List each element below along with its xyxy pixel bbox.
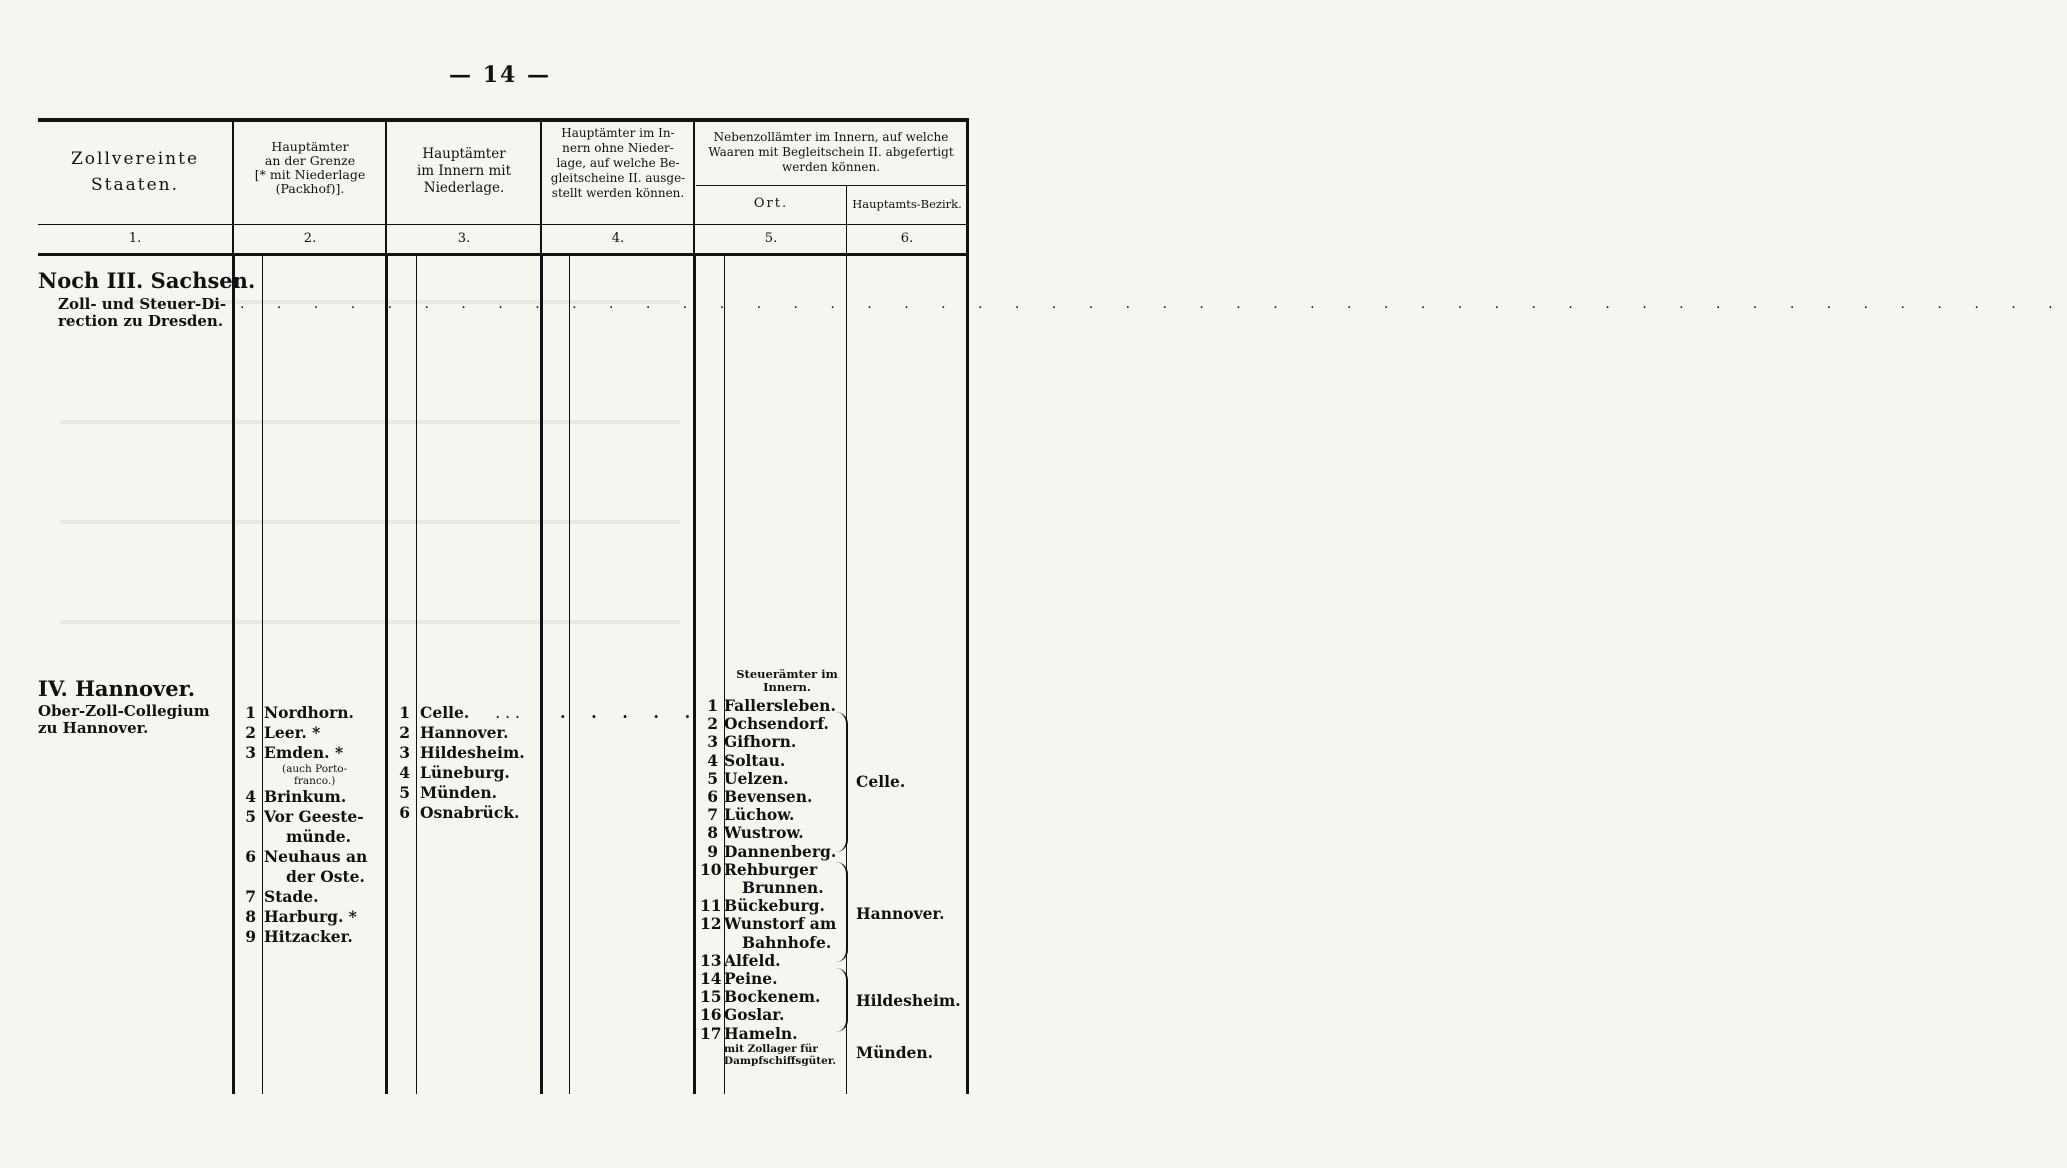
body-divider: [846, 256, 847, 1094]
list-item: [392, 783, 540, 803]
header-col2-line: [* mit Niederlage: [254, 167, 366, 182]
item-text: Vor Geeste-: [264, 807, 364, 826]
header-col4-line: Hauptämter im In-: [561, 126, 675, 140]
list-item-cont: der Oste.: [286, 867, 365, 886]
item-text: Hildesheim.: [420, 743, 525, 762]
header-divider: [846, 186, 847, 256]
item-number: 2: [245, 723, 256, 742]
page-number: — 14 —: [449, 62, 551, 88]
item-text: Lüneburg.: [420, 763, 510, 782]
state-heading-saxony: Noch III. Sachsen.: [38, 268, 256, 293]
bracket-hildesheim: [836, 968, 848, 1032]
item-text: Peine.: [724, 969, 778, 989]
list-item: [700, 1025, 846, 1043]
header-col2: [236, 140, 384, 196]
list-item-cont: münde.: [286, 827, 352, 846]
header-col1-line: Zollvereinte: [70, 149, 200, 169]
item-number: 8: [245, 907, 256, 926]
item-text: Leer. *: [264, 723, 321, 742]
header-col6-sub: Hauptamts-Bezirk.: [852, 197, 962, 211]
item-text: Rehburger: [724, 859, 818, 879]
directorate-dresden: [58, 296, 226, 330]
header-col4-line: nern ohne Nieder-: [562, 141, 674, 155]
item-number: 8: [707, 823, 718, 843]
item-number: 2: [707, 714, 718, 734]
header-col56-line: Nebenzollämter im Innern, auf welche: [713, 130, 949, 144]
district-celle: Celle.: [856, 772, 906, 791]
list-item: [700, 952, 846, 970]
bracket-hannover: [836, 862, 848, 962]
item-number: 16: [700, 1005, 722, 1025]
item-text: Soltau.: [724, 750, 786, 770]
header-col56: [698, 130, 964, 175]
header-col4: [543, 126, 693, 201]
body-divider: [693, 256, 696, 1094]
directorate-line: Zoll- und Steuer-Di-: [58, 295, 227, 313]
header-col3-line: im Innern mit: [416, 163, 512, 179]
column-number: 4.: [611, 231, 625, 246]
list-item: [700, 715, 846, 733]
header-col2-line: an der Grenze: [264, 153, 356, 168]
column-number: 2.: [303, 231, 317, 246]
list-item: [700, 733, 846, 751]
item-text: Bückeburg.: [724, 896, 825, 916]
item-text: Dannenberg.: [724, 841, 837, 861]
header-col4-line: lage, auf welche Be-: [556, 156, 680, 170]
places-list: [700, 697, 846, 1067]
inner-offices-list: [392, 703, 540, 823]
directorate-line: Ober-Zoll-Collegium: [38, 702, 210, 720]
header-col4-line: gleitscheine II. ausge-: [550, 171, 686, 185]
list-item: [700, 824, 846, 842]
hameln-note-line: mit Zollager für: [724, 1042, 818, 1055]
list-item: [392, 703, 540, 723]
body-divider: [262, 256, 263, 1094]
header-col2-line: (Packhof)].: [275, 181, 345, 196]
list-item: [700, 843, 846, 861]
item-text: Harburg. *: [264, 907, 357, 926]
item-number: 4: [399, 763, 410, 782]
right-border: [966, 118, 969, 1094]
item-number: 1: [399, 703, 410, 722]
list-item: [700, 1006, 846, 1024]
list-item: [700, 697, 846, 715]
item-text: Münden.: [420, 783, 498, 802]
top-rule: [38, 118, 966, 122]
district-hildesheim: Hildesheim.: [856, 991, 961, 1010]
item-number: 14: [700, 969, 722, 989]
list-item: [392, 803, 540, 823]
header-col1-line: Staaten.: [91, 175, 179, 195]
item-number: 11: [700, 896, 722, 916]
item-text: Neuhaus an: [264, 847, 368, 866]
hameln-note: [724, 1043, 846, 1067]
list-item: [238, 847, 384, 867]
item-text: Stade.: [264, 887, 319, 906]
item-text: Alfeld.: [724, 950, 781, 970]
item-number: 9: [245, 927, 256, 946]
item-number: 5: [399, 783, 410, 802]
item-text: Lüchow.: [724, 805, 795, 825]
list-item: [238, 703, 384, 723]
item-text: Ochsendorf.: [724, 714, 829, 734]
item-number: 6: [399, 803, 410, 822]
item-text: Brinkum.: [264, 787, 347, 806]
item-number: 6: [245, 847, 256, 866]
item-number: 4: [245, 787, 256, 806]
list-item: [238, 743, 384, 763]
item-text: Nordhorn.: [264, 703, 354, 722]
header-divider: [693, 122, 695, 256]
header-col3-line: Hauptämter: [422, 146, 506, 162]
item-number: 13: [700, 950, 722, 970]
item-number: 3: [245, 743, 256, 762]
list-item-note: franco.): [294, 775, 336, 787]
item-text: Fallersleben.: [724, 696, 836, 715]
item-number: 6: [707, 787, 718, 807]
item-text: Hameln.: [724, 1023, 798, 1043]
header-col3-line: Niederlage.: [423, 180, 505, 196]
list-item: [392, 743, 540, 763]
column-number: 6.: [900, 231, 914, 246]
item-number: 5: [245, 807, 256, 826]
item-number: 12: [700, 914, 722, 934]
list-item: [700, 915, 846, 933]
directorate-hannover: [38, 703, 210, 737]
column-number: 1.: [128, 231, 142, 246]
item-text: Celle.: [420, 703, 470, 722]
item-number: 4: [707, 750, 718, 770]
item-number: 2: [399, 723, 410, 742]
item-text: Hitzacker.: [264, 927, 353, 946]
item-number: 15: [700, 987, 722, 1007]
hameln-note-line: Dampfschiffsgüter.: [724, 1054, 837, 1067]
body-divider: [569, 256, 570, 1094]
list-item-cont: Bahnhofe.: [742, 932, 832, 952]
header-rule: [38, 224, 966, 225]
column-number: 5.: [764, 231, 778, 246]
item-text: Gifhorn.: [724, 732, 797, 752]
list-item: [238, 723, 384, 743]
state-heading-hannover: IV. Hannover.: [38, 676, 196, 701]
header-divider: [232, 122, 234, 256]
numbers-rule: [38, 253, 966, 256]
header-divider: [385, 122, 387, 256]
item-number: 3: [399, 743, 410, 762]
list-item: [238, 927, 384, 947]
header-col5-sub: Ort.: [753, 196, 789, 211]
item-number: 7: [245, 887, 256, 906]
body-divider: [540, 256, 543, 1094]
item-number: 17: [700, 1023, 722, 1043]
item-text: Bevensen.: [724, 787, 813, 807]
item-number: 1: [707, 696, 718, 715]
subheader-rule: [696, 185, 966, 186]
directorate-line: zu Hannover.: [38, 719, 149, 737]
leader-dots: . . . . .: [560, 703, 701, 722]
list-item: [700, 897, 846, 915]
list-item: [700, 752, 846, 770]
leader-dots: . . . . . . . . . . . . . . . . . . . . . . . . . . . . . . . . . . . . . . . . . . . . . . . . . .: [240, 296, 2067, 312]
item-number: 7: [707, 805, 718, 825]
bracket-celle: [836, 712, 848, 852]
district-hannover: Hannover.: [856, 904, 945, 923]
list-item: [700, 806, 846, 824]
item-text: Uelzen.: [724, 768, 789, 788]
steuer-header-line: Innern.: [763, 680, 811, 694]
border-offices-list: [238, 703, 384, 947]
item-text: Wunstorf am: [724, 914, 837, 934]
header-col56-line: werden können.: [781, 160, 881, 174]
item-text: Hannover.: [420, 723, 509, 742]
list-item: [700, 988, 846, 1006]
body-divider: [416, 256, 417, 1094]
item-number: 5: [707, 768, 718, 788]
steuer-header-line: Steuerämter im: [736, 667, 838, 681]
list-item: [238, 907, 384, 927]
list-item: [238, 887, 384, 907]
list-item: [238, 787, 384, 807]
header-col1: [40, 146, 230, 198]
list-item: [700, 861, 846, 879]
leader-dots: . . .: [495, 704, 520, 722]
item-text: Goslar.: [724, 1005, 785, 1025]
header-col56-line: Waaren mit Begleitschein II. abgefertigt: [708, 145, 954, 159]
list-item: [700, 788, 846, 806]
header-divider: [540, 122, 542, 256]
item-text: Wustrow.: [724, 823, 804, 843]
item-text: Osnabrück.: [420, 803, 520, 822]
item-text: Emden. *: [264, 743, 344, 762]
list-item: [392, 763, 540, 783]
body-divider: [385, 256, 388, 1094]
list-item: [700, 970, 846, 988]
body-divider: [232, 256, 235, 1094]
column-number: 3.: [457, 231, 471, 246]
header-col4-line: stellt werden können.: [551, 186, 685, 200]
list-item: [392, 723, 540, 743]
header-col2-line: Hauptämter: [271, 139, 349, 154]
list-item: [238, 807, 384, 827]
district-muenden: Münden.: [856, 1043, 934, 1062]
list-item-cont: Brunnen.: [742, 878, 824, 898]
item-number: 9: [707, 841, 718, 861]
directorate-line: rection zu Dresden.: [58, 312, 224, 330]
item-text: Bockenem.: [724, 987, 821, 1007]
item-number: 10: [700, 859, 722, 879]
header-col3: [389, 146, 539, 197]
item-number: 1: [245, 703, 256, 722]
steuer-header: [728, 668, 846, 694]
item-number: 3: [707, 732, 718, 752]
list-item-note: (auch Porto-: [282, 763, 348, 775]
list-item: [700, 770, 846, 788]
